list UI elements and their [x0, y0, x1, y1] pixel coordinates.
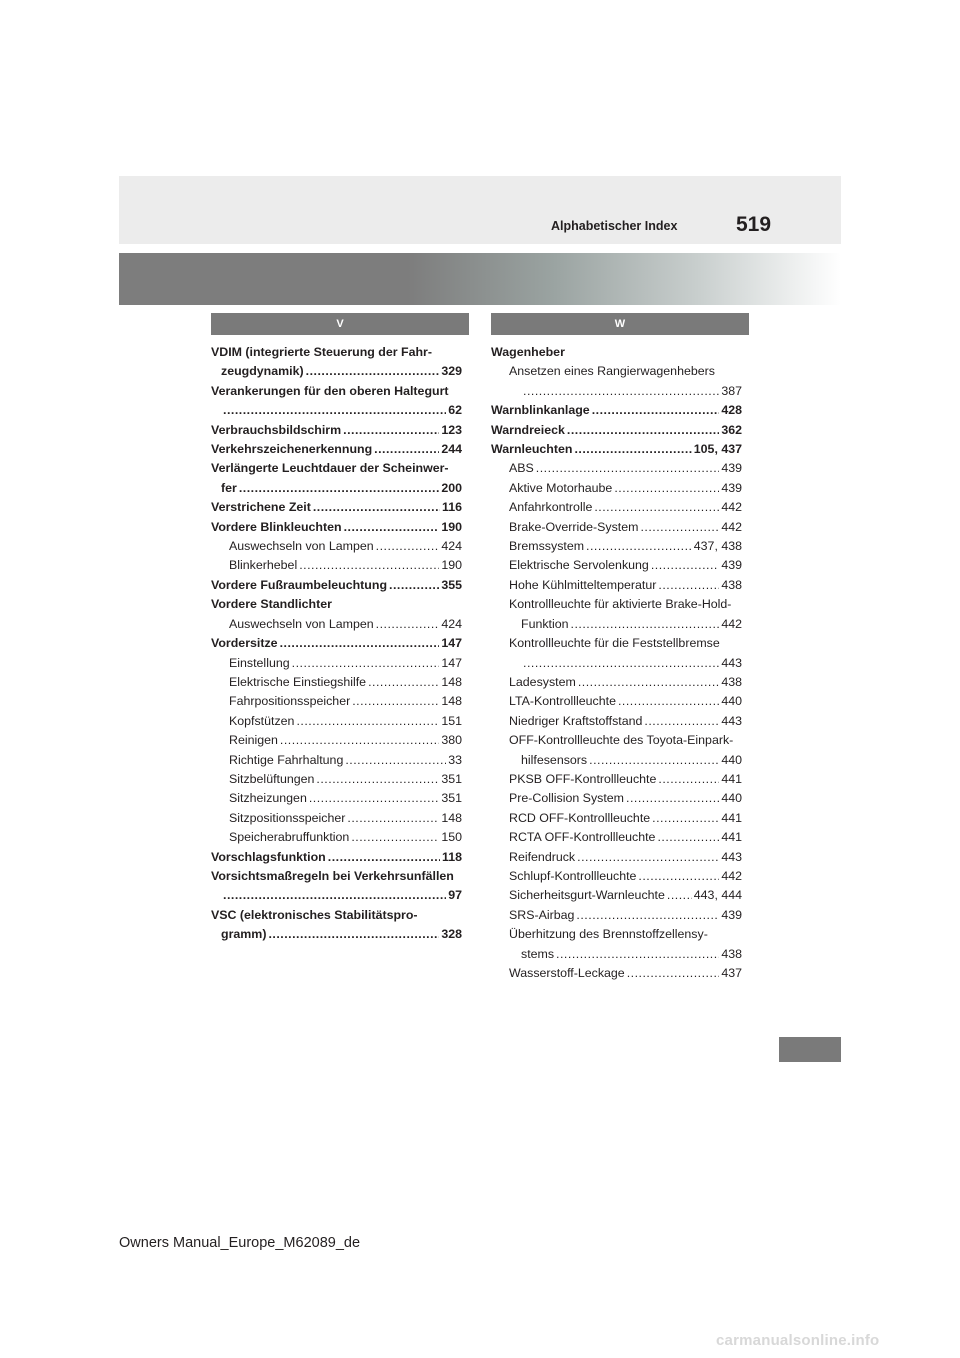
entry-page-ref[interactable]: 118 — [442, 849, 462, 864]
entry-page-ref[interactable]: 428 — [721, 403, 742, 418]
index-entry — [491, 828, 742, 847]
index-entry — [491, 537, 742, 556]
index-column-w — [491, 343, 742, 983]
dot-leader — [567, 421, 719, 440]
entry-page-ref[interactable]: 200 — [441, 480, 462, 495]
index-entry — [491, 556, 742, 575]
entry-page-ref[interactable]: 440 — [721, 791, 742, 806]
entry-label: Fahrpositionsspeicher — [229, 694, 351, 709]
entry-page-ref[interactable]: 33 — [448, 752, 462, 767]
entry-page-ref[interactable]: 123 — [441, 422, 462, 437]
entry-label: Elektrische Einstiegshilfe — [229, 674, 367, 689]
dot-leader — [589, 751, 719, 770]
dot-leader — [223, 886, 446, 905]
index-entry — [491, 867, 742, 886]
entry-label: Ansetzen eines Rangierwagenhebers — [509, 364, 715, 379]
dot-leader — [651, 556, 720, 575]
index-entry — [491, 479, 742, 498]
dot-leader — [614, 479, 719, 498]
dot-leader — [309, 789, 439, 808]
dot-leader — [586, 537, 692, 556]
index-entry — [491, 595, 742, 634]
entry-label: zeugdynamik) — [221, 364, 304, 379]
dot-leader — [368, 673, 439, 692]
entry-label: Niedriger Kraftstoffstand — [509, 713, 643, 728]
entry-label: Kontrollleuchte für aktivierte Brake-Hold- — [509, 597, 732, 612]
entry-label: Anfahrkontrolle — [509, 500, 593, 515]
entry-page-ref[interactable]: 439 — [721, 480, 742, 495]
index-entry — [211, 382, 462, 421]
index-entry — [211, 809, 462, 828]
entry-page-ref[interactable]: 439 — [721, 558, 742, 573]
dot-leader — [351, 828, 439, 847]
index-column-v — [211, 343, 462, 945]
entry-label: OFF-Kontrollleuchte des Toyota-Einpark- — [509, 733, 734, 748]
entry-label: Blinkerhebel — [229, 558, 298, 573]
dot-leader — [299, 556, 439, 575]
dot-leader — [316, 770, 439, 789]
dot-leader — [306, 362, 440, 381]
entry-page-ref[interactable]: 62 — [448, 403, 462, 418]
entry-page-ref[interactable]: 190 — [441, 558, 462, 573]
entry-page-ref[interactable]: 440 — [721, 694, 742, 709]
entry-label: LTA-Kontrollleuchte — [509, 694, 616, 709]
index-entry — [491, 498, 742, 517]
index-entry — [211, 712, 462, 731]
entry-page-ref[interactable]: 328 — [441, 927, 462, 942]
entry-label: Warnleuchten — [491, 442, 573, 457]
entry-label: Überhitzung des Brennstoffzellensy- — [509, 927, 708, 942]
index-entry — [491, 886, 742, 905]
dot-leader — [556, 945, 719, 964]
entry-label: Reifendruck — [509, 849, 576, 864]
dot-leader — [223, 401, 446, 420]
index-entry — [211, 615, 462, 634]
entry-label: Sitzpositionsspeicher — [229, 810, 346, 825]
entry-label: Sicherheitsgurt-Warnleuchte — [509, 888, 665, 903]
entry-page-ref[interactable]: 443 — [721, 713, 742, 728]
entry-page-ref[interactable]: 424 — [441, 616, 462, 631]
entry-label: stems — [521, 946, 555, 961]
dot-leader — [640, 518, 719, 537]
index-entry — [491, 906, 742, 925]
dot-leader — [343, 421, 439, 440]
dot-leader — [667, 886, 692, 905]
entry-label: Aktive Motorhaube — [509, 480, 613, 495]
entry-label: fer — [221, 480, 237, 495]
entry-page-ref[interactable]: 441 — [721, 771, 742, 786]
entry-label: Reinigen — [229, 733, 278, 748]
index-entry — [491, 964, 742, 983]
entry-page-ref[interactable]: 424 — [441, 539, 462, 554]
entry-page-ref[interactable]: 438 — [721, 577, 742, 592]
entry-label: Brake-Override-System — [509, 519, 639, 534]
index-entry — [211, 751, 462, 770]
entry-label: Warnblinkanlage — [491, 403, 590, 418]
dot-leader — [523, 382, 719, 401]
dot-leader — [374, 440, 439, 459]
entry-label: ABS — [509, 461, 534, 476]
index-entry — [211, 518, 462, 537]
entry-page-ref[interactable]: 150 — [441, 830, 462, 845]
entry-page-ref[interactable]: 105, 437 — [693, 442, 742, 457]
index-entry — [211, 731, 462, 750]
section-title: Alphabetischer Index — [551, 219, 678, 233]
entry-page-ref[interactable]: 441 — [721, 830, 742, 845]
dot-leader — [627, 964, 720, 983]
entry-label: VSC (elektronisches Stabilitätspro- — [211, 907, 418, 922]
dot-leader — [578, 673, 720, 692]
dot-leader — [536, 459, 720, 478]
entry-page-ref[interactable]: 439 — [721, 461, 742, 476]
index-entry — [211, 654, 462, 673]
entry-label: Pre-Collision System — [509, 791, 624, 806]
index-entry — [491, 731, 742, 770]
entry-page-ref[interactable]: 438 — [721, 946, 742, 961]
entry-label: Kontrollleuchte für die Feststellbremse — [509, 636, 720, 651]
entry-page-ref[interactable]: 443 — [721, 849, 742, 864]
dot-leader — [576, 906, 719, 925]
dot-leader — [344, 518, 440, 537]
index-entry — [211, 343, 462, 382]
entry-page-ref[interactable]: 437, 438 — [693, 539, 742, 554]
entry-label: Schlupf-Kontrollleuchte — [509, 868, 637, 883]
entry-label: Vordere Fußraumbeleuchtung — [211, 577, 388, 592]
index-entry — [491, 673, 742, 692]
entry-page-ref[interactable]: 148 — [441, 810, 462, 825]
dot-leader — [352, 692, 439, 711]
entry-label: Wasserstoff-Leckage — [509, 966, 625, 980]
index-entry — [211, 537, 462, 556]
entry-page-ref[interactable]: 440 — [721, 752, 742, 767]
index-entry — [491, 343, 742, 362]
dot-leader — [376, 615, 440, 634]
entry-page-ref[interactable]: 244 — [441, 442, 462, 457]
entry-page-ref[interactable]: 442 — [721, 868, 742, 883]
dot-leader — [626, 789, 719, 808]
entry-label: Auswechseln von Lampen — [229, 616, 374, 631]
entry-page-ref[interactable]: 147 — [441, 655, 462, 670]
letter-tab-w: W — [491, 313, 749, 335]
entry-page-ref[interactable]: 438 — [721, 674, 742, 689]
index-entry — [211, 556, 462, 575]
entry-page-ref[interactable]: 443, 444 — [693, 888, 742, 903]
entry-label: Verstrichene Zeit — [211, 500, 311, 515]
entry-label: Verlängerte Leuchtdauer der Scheinwer- — [211, 461, 449, 476]
entry-page-ref[interactable]: 148 — [441, 694, 462, 709]
entry-label: Verankerungen für den oberen Haltegurt — [211, 383, 449, 398]
entry-page-ref[interactable]: 362 — [721, 422, 742, 437]
thumb-index-tab — [779, 1037, 841, 1062]
entry-label: Funktion — [521, 616, 569, 631]
entry-label: Auswechseln von Lampen — [229, 539, 374, 554]
entry-label: Verkehrszeichenerkennung — [211, 442, 373, 457]
entry-label: VDIM (integrierte Steuerung der Fahr- — [211, 345, 432, 359]
dot-leader — [280, 731, 439, 750]
entry-page-ref[interactable]: 148 — [441, 674, 462, 689]
entry-label: Bremssystem — [509, 539, 585, 554]
dot-leader — [592, 401, 720, 420]
index-entry — [491, 789, 742, 808]
entry-page-ref[interactable]: 351 — [441, 791, 462, 806]
entry-label: Ladesystem — [509, 674, 576, 689]
entry-label: SRS-Airbag — [509, 907, 575, 922]
index-entry — [491, 634, 742, 673]
index-entry — [491, 576, 742, 595]
index-entry — [491, 712, 742, 731]
index-entry — [491, 518, 742, 537]
entry-label: Hohe Kühlmitteltemperatur — [509, 577, 657, 592]
entry-page-ref[interactable]: 380 — [441, 733, 462, 748]
entry-label: Richtige Fahrhaltung — [229, 752, 344, 767]
decorative-gradient-bar — [119, 253, 841, 305]
index-entry — [491, 440, 742, 459]
entry-label: Vorschlagsfunktion — [211, 849, 326, 864]
entry-label: Elektrische Servolenkung — [509, 558, 649, 573]
dot-leader — [658, 770, 719, 789]
dot-leader — [328, 848, 440, 867]
entry-label: Vordere Standlichter — [211, 597, 332, 612]
entry-label: Einstellung — [229, 655, 290, 670]
index-entry — [491, 692, 742, 711]
entry-page-ref[interactable]: 351 — [441, 771, 462, 786]
index-entry — [211, 867, 462, 906]
dot-leader — [296, 712, 439, 731]
index-entry — [491, 809, 742, 828]
index-entry — [211, 576, 462, 595]
index-entry — [491, 925, 742, 964]
index-entry — [211, 634, 462, 653]
header-band — [119, 176, 841, 244]
entry-page-ref[interactable]: 116 — [442, 500, 462, 515]
dot-leader — [376, 537, 440, 556]
entry-page-ref[interactable]: 355 — [441, 577, 462, 592]
dot-leader — [658, 576, 719, 595]
entry-page-ref[interactable]: 437 — [721, 966, 742, 980]
entry-page-ref[interactable]: 329 — [441, 364, 462, 379]
dot-leader — [268, 925, 439, 944]
index-entry — [491, 421, 742, 440]
page-number: 519 — [736, 213, 772, 236]
index-entry — [491, 459, 742, 478]
index-entry — [211, 595, 462, 614]
footer-manual-id: Owners Manual_Europe_M62089_de — [119, 1235, 361, 1251]
entry-label: Wagenheber — [491, 345, 565, 359]
index-entry — [491, 401, 742, 420]
dot-leader — [389, 576, 439, 595]
entry-page-ref[interactable]: 190 — [441, 519, 462, 534]
dot-leader — [594, 498, 719, 517]
index-entry — [211, 848, 462, 867]
index-entry — [211, 673, 462, 692]
dot-leader — [345, 751, 446, 770]
index-entry — [211, 421, 462, 440]
dot-leader — [347, 809, 439, 828]
dot-leader — [638, 867, 719, 886]
dot-leader — [292, 654, 440, 673]
index-entry — [211, 828, 462, 847]
entry-label: Vorsichtsmaßregeln bei Verkehrsunfällen — [211, 868, 454, 883]
entry-label: Verbrauchsbildschirm — [211, 422, 342, 437]
entry-label: gramm) — [221, 927, 267, 942]
entry-label: hilfesensors — [521, 752, 588, 767]
index-entry — [211, 906, 462, 945]
index-entry — [491, 770, 742, 789]
index-entry — [211, 459, 462, 498]
entry-page-ref[interactable]: 147 — [441, 636, 462, 651]
entry-label: Sitzbelüftungen — [229, 771, 315, 786]
entry-label: Kopfstützen — [229, 713, 295, 728]
letter-tab-v: V — [211, 313, 469, 335]
watermark: carmanualsonline.info — [716, 1332, 880, 1349]
dot-leader — [571, 615, 720, 634]
entry-page-ref[interactable]: 387 — [721, 383, 742, 398]
entry-page-ref[interactable]: 97 — [448, 888, 462, 903]
entry-page-ref[interactable]: 442 — [721, 500, 742, 515]
index-entry — [491, 848, 742, 867]
entry-label: Vordere Blinkleuchten — [211, 519, 342, 534]
index-entry — [211, 498, 462, 517]
dot-leader — [577, 848, 719, 867]
dot-leader — [523, 654, 719, 673]
entry-page-ref[interactable]: 441 — [721, 810, 742, 825]
entry-label: Speicherabruffunktion — [229, 830, 350, 845]
entry-label: Sitzheizungen — [229, 791, 307, 806]
entry-label: Vordersitze — [211, 636, 278, 651]
index-entry — [211, 770, 462, 789]
dot-leader — [657, 828, 719, 847]
entry-page-ref[interactable]: 443 — [721, 655, 742, 670]
dot-leader — [618, 692, 719, 711]
dot-leader — [313, 498, 440, 517]
entry-page-ref[interactable]: 439 — [721, 907, 742, 922]
entry-label: PKSB OFF-Kontrollleuchte — [509, 771, 657, 786]
entry-page-ref[interactable]: 442 — [721, 616, 742, 631]
dot-leader — [652, 809, 719, 828]
dot-leader — [574, 440, 691, 459]
index-entry — [211, 789, 462, 808]
entry-page-ref[interactable]: 442 — [721, 519, 742, 534]
index-entry — [491, 362, 742, 401]
dot-leader — [239, 479, 439, 498]
entry-label: RCD OFF-Kontrollleuchte — [509, 810, 651, 825]
entry-page-ref[interactable]: 151 — [441, 713, 462, 728]
dot-leader — [644, 712, 719, 731]
index-entry — [211, 440, 462, 459]
entry-label: RCTA OFF-Kontrollleuchte — [509, 830, 656, 845]
dot-leader — [280, 634, 440, 653]
index-entry — [211, 692, 462, 711]
entry-label: Warndreieck — [491, 422, 565, 437]
